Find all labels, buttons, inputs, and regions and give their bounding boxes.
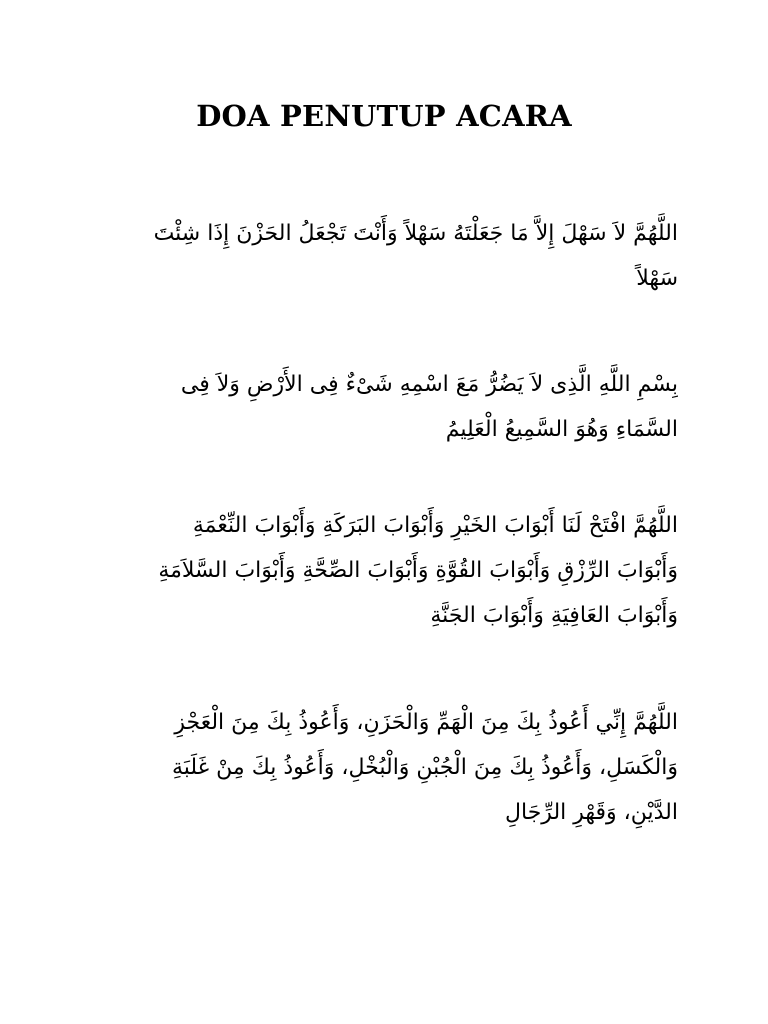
document-title: DOA PENUTUP ACARA (196, 99, 572, 133)
prayer-line: وَأَبْوَابَ الرِّزْقِ وَأَبْوَابَ القُوَّةِ وَأَبْوَابَ الصِّحَّةِ وَأَبْوَابَ السَّلاَمَةِ (158, 558, 678, 583)
prayer-line: اللَّهُمَّ إِنِّي أَعُوذُ بِكَ مِنَ الْهَمِّ وَالْحَزَنِ، وَأَعُوذُ بِكَ مِنَ الْعَجْزِ (174, 710, 678, 735)
prayer-line: بِسْمِ اللَّهِ الَّذِى لاَ يَضُرُّ مَعَ اسْمِهِ شَىْءٌ فِى الأَرْضِ وَلاَ فِى (180, 372, 678, 397)
prayer-line: اللَّهُمَّ افْتَحْ لَنَا أَبْوَابَ الخَيْرِ وَأَبْوَابَ البَرَكَةِ وَأَبْوَابَ النِّعْمَةِ (192, 513, 678, 538)
prayer-line: سَهْلاً (636, 266, 678, 291)
prayer-line: وَالْكَسَلِ، وَأَعُوذُ بِكَ مِنَ الْجُبْنِ وَالْبُخْلِ، وَأَعُوذُ بِكَ مِنْ غَلَبَةِ (171, 755, 678, 780)
prayer-paragraph-3 (98, 503, 678, 638)
prayer-line: وَأَبْوَابَ العَافِيَةِ وَأَبْوَابَ الجَنَّةِ (430, 603, 678, 628)
prayer-line: السَّمَاءِ وَهُوَ السَّمِيعُ الْعَلِيمُ (445, 417, 678, 442)
prayer-paragraph-4 (98, 700, 678, 835)
prayer-paragraph-1 (98, 211, 678, 301)
prayer-line: الدَّيْنِ، وَقَهْرِ الرِّجَالِ (505, 800, 678, 825)
prayer-line: اللَّهُمَّ لاَ سَهْلَ إِلاَّ مَا جَعَلْتَهُ سَهْلاً وَأَنْتَ تَجْعَلُ الحَزْنَ إِذَا شِئْتَ (153, 221, 678, 246)
prayer-paragraph-2 (98, 362, 678, 452)
